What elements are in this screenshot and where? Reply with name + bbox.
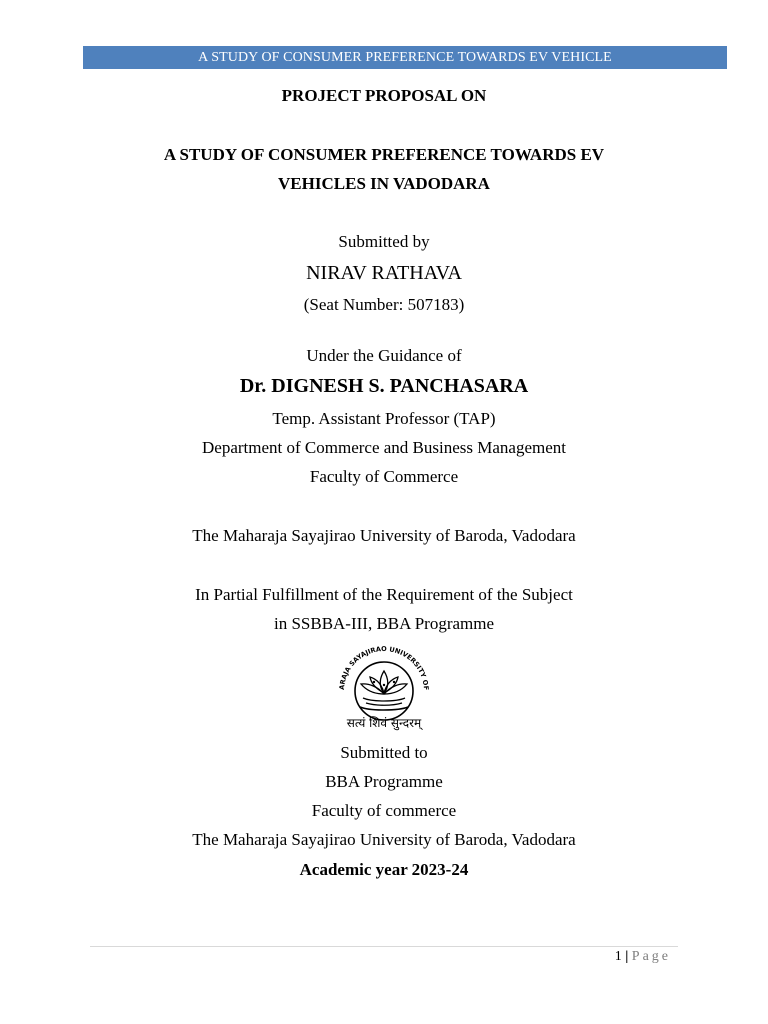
submitted-to-label: Submitted to [340,743,428,762]
submitted-by-label: Submitted by [338,232,430,251]
project-title-line-1: A STUDY OF CONSUMER PREFERENCE TOWARDS EV [163,145,605,164]
proposal-heading: PROJECT PROPOSAL ON [281,86,487,105]
fulfillment-line-1: In Partial Fulfillment of the Requirement of the Subject [195,585,573,604]
page-number-value: 1 [614,949,622,964]
page-word: Page [631,949,671,964]
guide-department: Department of Commerce and Business Management [202,438,566,457]
page-number-separator: | [625,949,629,964]
student-name: NIRAV RATHAVA [306,262,462,284]
guide-name: Dr. DIGNESH S. PANCHASARA [239,375,529,397]
svg-text:THE MAHARAJA SAYAJIRAO UNIVERS: ARAJA SAYAJIRAO UNIVERSITY OF [337,644,431,691]
submitted-to-programme: BBA Programme [325,772,443,791]
submitted-to-university: The Maharaja Sayajirao University of Baroda, Vadodara [192,830,576,849]
university-emblem [330,641,438,735]
running-header: A STUDY OF CONSUMER PREFERENCE TOWARDS EV VEHICLE [83,46,727,69]
guidance-label: Under the Guidance of [306,346,462,365]
guide-designation: Temp. Assistant Professor (TAP) [272,409,496,428]
seat-number: (Seat Number: 507183) [303,295,465,314]
fulfillment-line-2: in SSBBA-III, BBA Programme [273,614,495,633]
footer-divider [90,946,678,947]
guide-faculty: Faculty of Commerce [309,467,459,486]
page-number [615,949,671,965]
academic-year: Academic year 2023-24 [299,860,469,879]
emblem-motto: सत्यं शिवं सुन्दरम् [346,716,422,730]
submitted-to-faculty: Faculty of commerce [311,801,457,820]
project-title-line-2: VEHICLES IN VADODARA [278,174,490,193]
university-name: The Maharaja Sayajirao University of Baroda, Vadodara [192,526,576,545]
